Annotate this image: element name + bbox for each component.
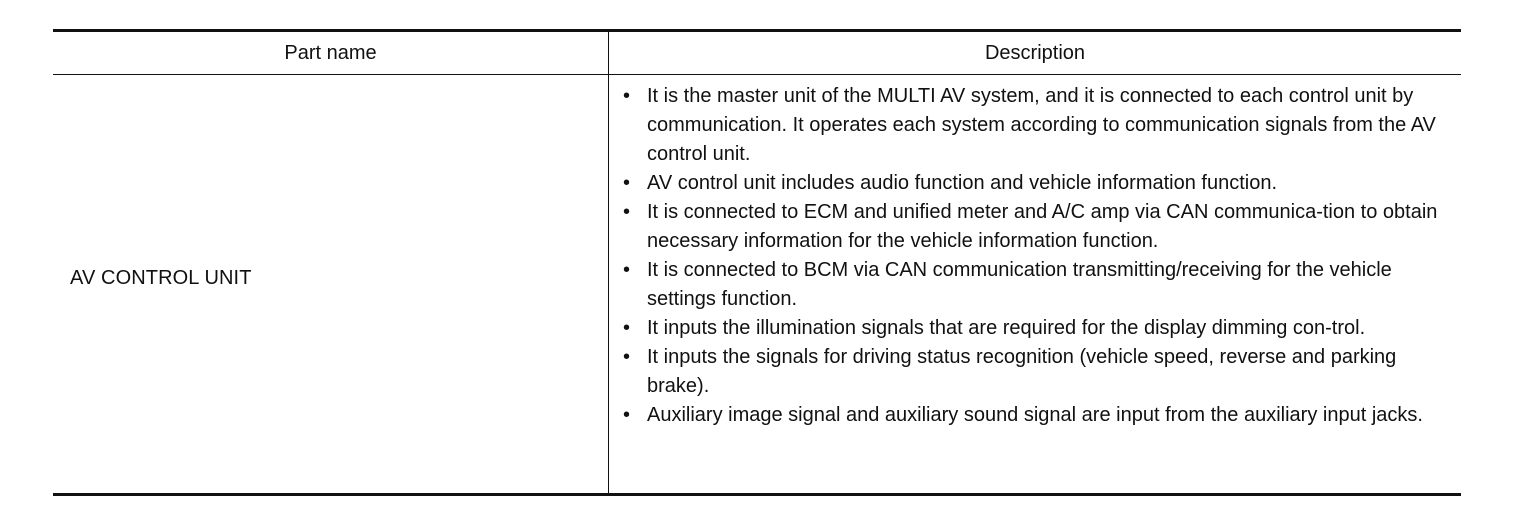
description-item [623,343,1453,401]
header-description: Description [984,41,1086,64]
description-text: It inputs the signals for driving status recognition (vehicle speed, reverse and parking brake). [647,346,1397,397]
bullet-icon: • [623,404,631,426]
bullet-icon: • [623,172,631,194]
description-text: It inputs the illumination signals that are required for the display dimming con-trol. [647,317,1366,339]
description-item [623,401,1453,430]
bullet-icon: • [623,85,631,107]
part-name-cell: AV CONTROL UNIT [70,267,252,289]
description-item [623,314,1453,343]
bullet-icon: • [623,317,631,339]
bullet-icon: • [623,259,631,281]
description-item [623,169,1453,198]
header-part-name: Part name [284,41,377,64]
parts-table [53,29,1461,496]
description-text: It is connected to ECM and unified meter and A/C amp via CAN communica-tion to obtain necessary information for the vehicle information function. [647,201,1438,252]
description-item [623,82,1453,169]
description-text: It is connected to BCM via CAN communication transmitting/receiving for the vehicle settings function. [647,259,1392,310]
description-item [623,256,1453,314]
description-list [623,82,1453,430]
description-text: AV control unit includes audio function and vehicle information function. [647,172,1278,194]
description-text: It is the master unit of the MULTI AV system, and it is connected to each control unit by communication. It operates each system according to communication signals from the AV control unit. [647,85,1436,165]
bullet-icon: • [623,346,631,368]
bullet-icon: • [623,201,631,223]
description-text: Auxiliary image signal and auxiliary sound signal are input from the auxiliary input jacks. [647,404,1423,426]
description-item [623,198,1453,256]
table-header-row [53,32,1461,75]
column-divider [608,32,609,493]
